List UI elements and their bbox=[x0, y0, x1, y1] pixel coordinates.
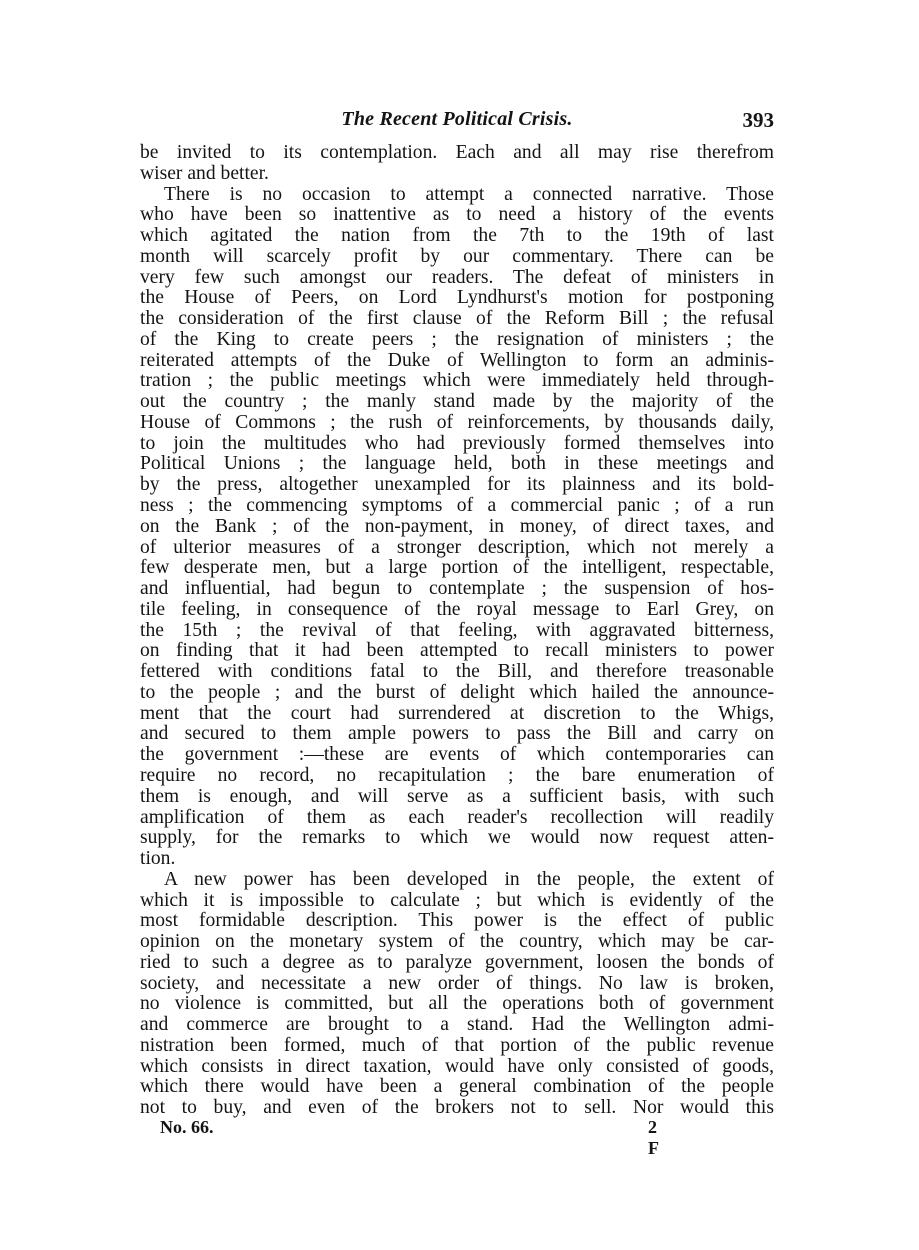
text-line: of ulterior measures of a stronger description, which not merely a bbox=[140, 536, 774, 558]
text-line: tration ; the public meetings which were immediately held through- bbox=[140, 370, 774, 392]
text-line: which consists in direct taxation, would have only consisted of goods, bbox=[140, 1055, 774, 1077]
text-line: House of Commons ; the rush of reinforcements, by thousands daily, bbox=[140, 411, 774, 433]
text-line: them is enough, and will serve as a sufficient basis, with such bbox=[140, 785, 774, 807]
text-line: and commerce are brought to a stand. Had the Wellington admi- bbox=[140, 1014, 774, 1036]
body-text bbox=[140, 143, 774, 1119]
text-line: to the people ; and the burst of delight which hailed the announce- bbox=[140, 681, 774, 703]
text-line: which there would have been a general combination of the people bbox=[140, 1076, 774, 1098]
page-number: 393 bbox=[742, 108, 774, 132]
text-line: which it is impossible to calculate ; but which is evidently of the bbox=[140, 889, 774, 911]
text-line: month will scarcely profit by our commentary. There can be bbox=[140, 245, 774, 267]
text-line: nistration been formed, much of that portion of the public revenue bbox=[140, 1034, 774, 1056]
text-line: of the King to create peers ; the resignation of ministers ; the bbox=[140, 328, 774, 350]
text-line: who have been so inattentive as to need a history of the events bbox=[140, 204, 774, 226]
text-line: ness ; the commencing symptoms of a commercial panic ; of a run bbox=[140, 495, 774, 517]
text-line: Political Unions ; the language held, both in these meetings and bbox=[140, 453, 774, 475]
text-line: few desperate men, but a large portion of the intelligent, respectable, bbox=[140, 557, 774, 579]
text-line: no violence is committed, but all the operations both of government bbox=[140, 993, 774, 1015]
text-line: There is no occasion to attempt a connected narrative. Those bbox=[164, 183, 774, 205]
text-line: be invited to its contemplation. Each and all may rise therefrom bbox=[140, 142, 774, 163]
text-line: which agitated the nation from the 7th to the 19th of last bbox=[140, 225, 774, 247]
page-footer bbox=[160, 1117, 660, 1158]
text-line: out the country ; the manly stand made by the majority of the bbox=[140, 391, 774, 413]
text-line: amplification of them as each reader's recollection will readily bbox=[140, 806, 774, 828]
text-line: ment that the court had surrendered at discretion to the Whigs, bbox=[140, 702, 774, 724]
text-line: tion. bbox=[140, 848, 176, 870]
running-title: The Recent Political Crisis. bbox=[341, 108, 573, 130]
issue-number: No. 66. bbox=[160, 1117, 214, 1137]
text-line: require no record, no recapitulation ; the bare enumeration of bbox=[140, 764, 774, 786]
text-line: not to buy, and even of the brokers not to sell. Nor would this bbox=[140, 1097, 774, 1119]
signature-mark: 2 F bbox=[648, 1117, 659, 1158]
text-line: on the Bank ; of the non-payment, in money, of direct taxes, and bbox=[140, 515, 774, 537]
text-line: very few such amongst our readers. The defeat of ministers in bbox=[140, 266, 774, 288]
text-line: wiser and better. bbox=[140, 162, 269, 184]
text-line: tile feeling, in consequence of the royal message to Earl Grey, on bbox=[140, 598, 774, 620]
text-line: opinion on the monetary system of the country, which may be car- bbox=[140, 931, 774, 953]
text-line: on finding that it had been attempted to recall ministers to power bbox=[140, 640, 774, 662]
text-line: A new power has been developed in the people, the extent of bbox=[164, 868, 774, 890]
text-line: the House of Peers, on Lord Lyndhurst's motion for postponing bbox=[140, 287, 774, 309]
text-line: most formidable description. This power is the effect of public bbox=[140, 910, 774, 932]
text-line: by the press, altogether unexampled for its plainness and its bold- bbox=[140, 474, 774, 496]
text-line: supply, for the remarks to which we would now request atten- bbox=[140, 827, 774, 849]
text-line: ried to such a degree as to paralyze government, loosen the bonds of bbox=[140, 951, 774, 973]
text-line: the consideration of the first clause of the Reform Bill ; the refusal bbox=[140, 308, 774, 330]
text-line: the 15th ; the revival of that feeling, with aggravated bitterness, bbox=[140, 619, 774, 641]
text-line: and influential, had begun to contemplate ; the suspension of hos- bbox=[140, 578, 774, 600]
text-line: reiterated attempts of the Duke of Wellington to form an adminis- bbox=[140, 349, 774, 371]
text-line: to join the multitudes who had previously formed themselves into bbox=[140, 432, 774, 454]
text-line: and secured to them ample powers to pass the Bill and carry on bbox=[140, 723, 774, 745]
text-line: society, and necessitate a new order of things. No law is broken, bbox=[140, 972, 774, 994]
page-header bbox=[140, 108, 774, 138]
text-line: the government :—these are events of which contemporaries can bbox=[140, 744, 774, 766]
text-line: fettered with conditions fatal to the Bill, and therefore treasonable bbox=[140, 661, 774, 683]
